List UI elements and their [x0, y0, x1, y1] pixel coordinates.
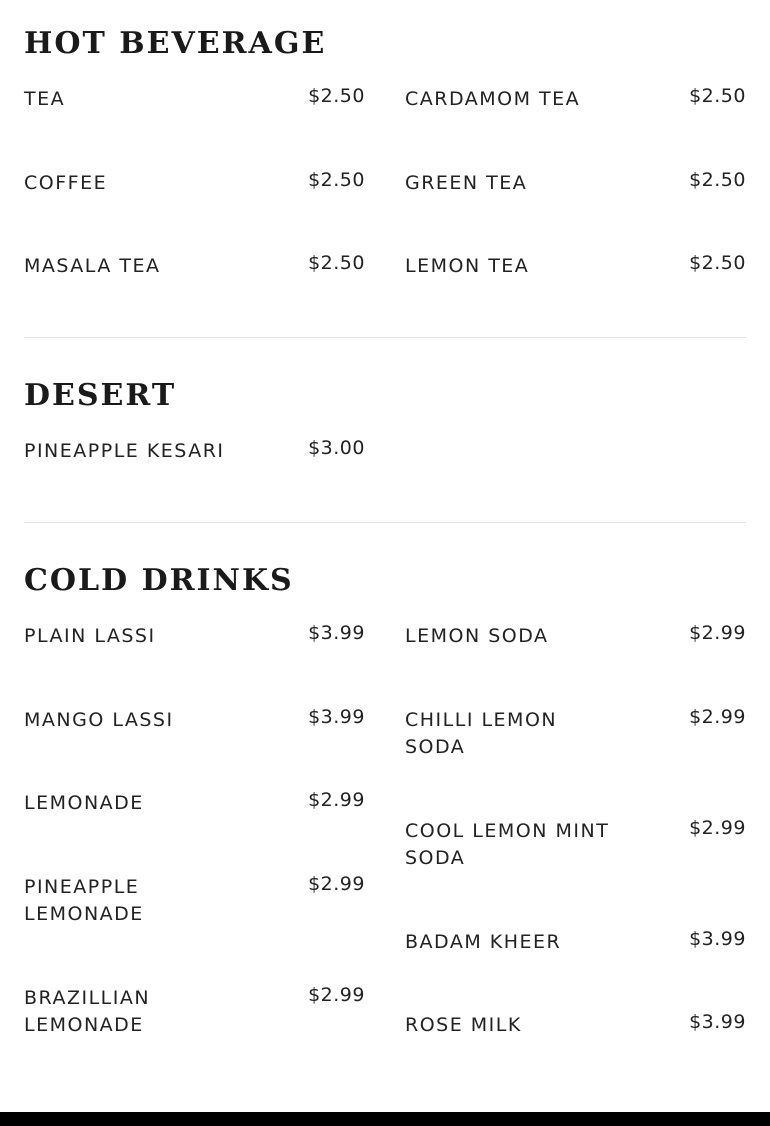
item-name: CARDAMOM TEA: [405, 88, 581, 110]
menu-column-right: [405, 83, 746, 280]
item-name: MASALA TEA: [24, 255, 161, 277]
section-title: DESERT: [24, 378, 177, 413]
item-name: ROSE MILK: [405, 1014, 522, 1036]
menu: [24, 0, 746, 1040]
item-price: $2.50: [308, 169, 365, 191]
menu-item: [24, 787, 365, 871]
item-price: $3.99: [689, 928, 746, 950]
menu-item: [405, 704, 746, 815]
item-name: CHILLI LEMON SODA: [405, 709, 558, 758]
menu-item: [405, 83, 746, 167]
item-name: PLAIN LASSI: [24, 625, 156, 647]
section-title: COLD DRINKS: [24, 563, 294, 598]
section-desert: [24, 338, 746, 465]
menu-column-right: [405, 435, 746, 465]
item-price: $3.99: [308, 622, 365, 644]
menu-item: [405, 167, 746, 250]
item-name: BADAM KHEER: [405, 931, 562, 953]
menu-item: [24, 83, 365, 167]
item-name: MANGO LASSI: [24, 709, 174, 731]
menu-item: [405, 620, 746, 704]
item-price: $2.99: [308, 873, 365, 895]
menu-column-right: [405, 620, 746, 1040]
section-title: HOT BEVERAGE: [24, 26, 327, 61]
item-price: $2.50: [308, 85, 365, 107]
item-price: $2.99: [689, 817, 746, 839]
menu-column-left: [24, 435, 365, 465]
item-price: $2.50: [689, 169, 746, 191]
menu-item: [24, 167, 365, 250]
item-name: TEA: [24, 88, 66, 110]
menu-item: [405, 250, 746, 280]
item-price: $3.99: [689, 1011, 746, 1033]
item-price: $2.99: [308, 789, 365, 811]
item-name: LEMONADE: [24, 792, 144, 814]
menu-item: [24, 620, 365, 704]
item-name: LEMON TEA: [405, 255, 530, 277]
item-price: $2.99: [689, 622, 746, 644]
section-hot-beverage: [24, 0, 746, 280]
menu-column-left: [24, 83, 365, 280]
section-cold-drinks: [24, 523, 746, 1040]
menu-item: [24, 250, 365, 280]
item-name: BRAZILLIAN LEMONADE: [24, 987, 151, 1036]
menu-item: [24, 982, 365, 1040]
item-name: LEMON SODA: [405, 625, 549, 647]
item-price: $2.50: [689, 252, 746, 274]
item-price: $2.99: [308, 984, 365, 1006]
item-name: PINEAPPLE LEMONADE: [24, 876, 144, 925]
menu-item: [24, 435, 365, 465]
item-name: PINEAPPLE KESARI: [24, 440, 225, 462]
item-price: $3.00: [308, 437, 365, 459]
menu-item: [24, 871, 365, 982]
item-name: COFFEE: [24, 172, 108, 194]
item-price: $2.50: [689, 85, 746, 107]
menu-item: [24, 704, 365, 787]
item-price: $2.50: [308, 252, 365, 274]
item-name: GREEN TEA: [405, 172, 528, 194]
item-price: $2.99: [689, 706, 746, 728]
menu-item: [405, 1009, 746, 1039]
menu-item: [405, 926, 746, 1009]
menu-column-left: [24, 620, 365, 1040]
item-name: COOL LEMON MINT SODA: [405, 820, 610, 869]
item-price: $3.99: [308, 706, 365, 728]
footer-bar: [0, 1112, 770, 1126]
menu-item: [405, 815, 746, 926]
